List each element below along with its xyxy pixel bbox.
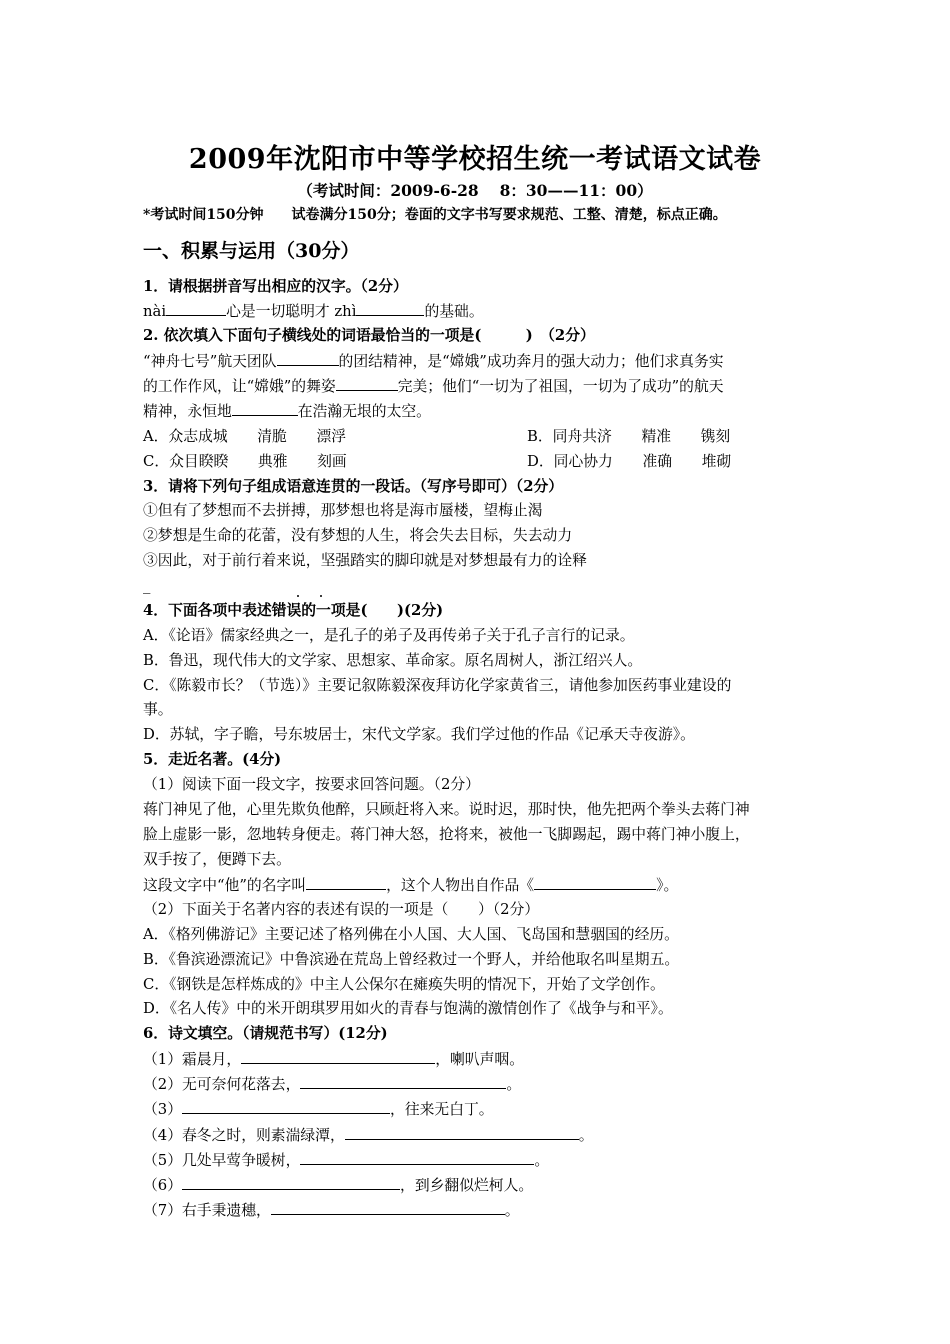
poem-text: （7）右手秉遗穗， [143,1202,271,1219]
question-5-stem: 5．走近名著。(4分) [143,751,282,768]
sub-question-1: （1）阅读下面一段文字，按要求回答问题。（2分） [143,776,480,793]
answer-blank[interactable] [534,875,656,890]
answer-blank[interactable] [306,875,386,890]
section-heading: 一、积累与运用（30分） [143,240,360,262]
answer-blank[interactable] [241,1049,435,1064]
option-d: D．同心协力 准确 堆砌 [527,453,732,470]
ask-text: 这段文字中“他”的名字叫 [143,877,307,894]
poem-line-2 [143,1074,521,1095]
option-b: B．鲁迅，现代伟大的文学家、思想家、革命家。原名周树人，浙江绍兴人。 [143,652,643,669]
option-b: B．《鲁滨逊漂流记》中鲁滨逊在荒岛上曾经救过一个野人，并给他取名叫星期五。 [143,951,680,968]
question-6-stem: 6．诗文填空。（请规范书写）(12分) [143,1025,388,1042]
option-c-continued: 事。 [143,701,173,718]
poem-text: ，到乡翻似烂柯人。 [400,1177,534,1194]
answer-blank[interactable] [232,401,298,416]
poem-text: （2）无可奈何花落去， [143,1076,301,1093]
poem-text: （3） [143,1101,183,1118]
passage-text: 在浩瀚无垠的太空。 [297,403,431,420]
poem-text: 。 [506,1076,522,1093]
passage-text: 的团结精神，是“嫦娥”成功奔月的强大动力；他们求真务实 [338,353,724,370]
question-2-passage-line [143,401,431,422]
question-2-stem: 2. 依次填入下面句子横线处的词语最恰当的一项是( ) （2分） [143,327,595,344]
answer-blank[interactable] [277,351,339,366]
sentence-2: ②梦想是生命的花蕾，没有梦想的人生，将会失去目标，失去动力 [143,527,573,544]
option-a: A．众志成城 清脆 漂浮 [143,428,347,445]
sentence-3: ③因此，对于前行着来说，坚强踏实的脚印就是对梦想最有力的诠释 [143,552,587,569]
emphasis-dot [320,595,322,597]
option-d: D．苏轼，字子瞻，号东坡居士，宋代文学家。我们学过他的作品《记承天寺夜游》。 [143,726,695,743]
question-2-options-row [143,427,346,447]
answer-blank[interactable] [300,1074,506,1089]
passage-text: 精神，永恒地 [143,403,232,420]
answer-blank[interactable] [300,1150,534,1165]
question-4-stem: 4．下面各项中表述错误的一项是( )(2分) [143,602,444,619]
answer-blank[interactable] [182,1099,390,1114]
poem-line-5 [143,1150,549,1171]
sub-question-2: （2）下面关于名著内容的表述有误的一项是（ ）（2分） [143,901,540,918]
emphasis-dot [297,595,299,597]
reading-passage-line: 脸上虚影一影，忽地转身便走。蒋门神大怒，抢将来，被他一飞脚踢起，踢中蒋门神小腹上， [143,826,750,843]
exam-notice: *考试时间150分钟 试卷满分150分；卷面的文字书写要求规范、工整、清楚，标点正确。 [143,207,727,223]
option-c: C．《陈毅市长？（节选）》主要记叙陈毅深夜拜访化学家黄省三，请他参加医药事业建设的 [143,677,732,694]
poem-line-7 [143,1200,520,1221]
option-d: D．《名人传》中的米开朗琪罗用如火的青春与饱满的激情创作了《战争与和平》。 [143,1000,673,1017]
answer-blank[interactable] [345,1125,579,1140]
page-title: 2009年沈阳市中等学校招生统一考试语文试卷 [188,144,762,175]
question-2-passage-line [143,376,724,397]
question-3-stem: 3．请将下列句子组成语意连贯的一段话。（写序号即可）（2分） [143,478,564,495]
passage-text: 完美；他们“一切为了祖国，一切为了成功”的航天 [397,378,724,395]
option-c: C．众目睽睽 典雅 刻画 [143,453,347,470]
question-1-stem: 1．请根据拼音写出相应的汉字。（2分） [143,278,408,295]
question-5-ask-line [143,875,678,896]
passage-text: 的工作作风，让“嫦娥”的舞姿 [143,378,336,395]
poem-line-4 [143,1125,594,1146]
question-1-line [143,301,484,322]
answer-blank[interactable] [166,301,226,316]
option-a: A．《格列佛游记》主要记述了格列佛在小人国、大人国、飞岛国和慧骃国的经历。 [143,926,679,943]
poem-text: （4）春冬之时，则素湍绿潭， [143,1127,345,1144]
answer-blank[interactable] [356,301,424,316]
poem-text: ，喇叭声咽。 [435,1051,524,1068]
reading-passage-line: 蒋门神见了他，心里先欺负他醉，只顾赶将入来。说时迟，那时快，他先把两个拳头去蒋门神 [143,801,750,818]
poem-line-3 [143,1099,494,1120]
ask-text: 》。 [656,877,679,894]
pinyin-nai: nài [143,303,167,320]
answer-mark[interactable]: _ [143,577,151,594]
answer-blank[interactable] [182,1175,400,1190]
answer-blank[interactable] [336,376,398,391]
passage-text: “神舟七号”航天团队 [143,353,277,370]
poem-text: 。 [534,1152,550,1169]
option-c: C．《钢铁是怎样炼成的》中主人公保尔在瘫痪失明的情况下，开始了文学创作。 [143,976,665,993]
question-1-text: 心是一切聪明才 zhì [226,303,357,320]
poem-line-1 [143,1049,524,1070]
answer-blank[interactable] [271,1200,505,1215]
exam-time-subtitle: （考试时间：2009-6-28 8：30——11：00） [297,181,653,200]
option-b: B．同舟共济 精准 镌刻 [527,428,731,445]
sentence-1: ①但有了梦想而不去拼搏，那梦想也将是海市蜃楼，望梅止渴 [143,502,543,519]
poem-text: （1）霜晨月， [143,1051,242,1068]
reading-passage-line: 双手按了，便蹲下去。 [143,851,291,868]
poem-line-6 [143,1175,533,1196]
question-1-text: 的基础。 [424,303,484,320]
poem-text: 。 [504,1202,520,1219]
poem-text: ，往来无白丁。 [390,1101,494,1118]
poem-text: 。 [578,1127,594,1144]
option-a: A．《论语》儒家经典之一，是孔子的弟子及再传弟子关于孔子言行的记录。 [143,627,635,644]
poem-text: （6） [143,1177,183,1194]
ask-text: ，这个人物出自作品《 [386,877,535,894]
poem-text: （5）几处早莺争暖树， [143,1152,301,1169]
question-2-passage-line [143,351,724,372]
